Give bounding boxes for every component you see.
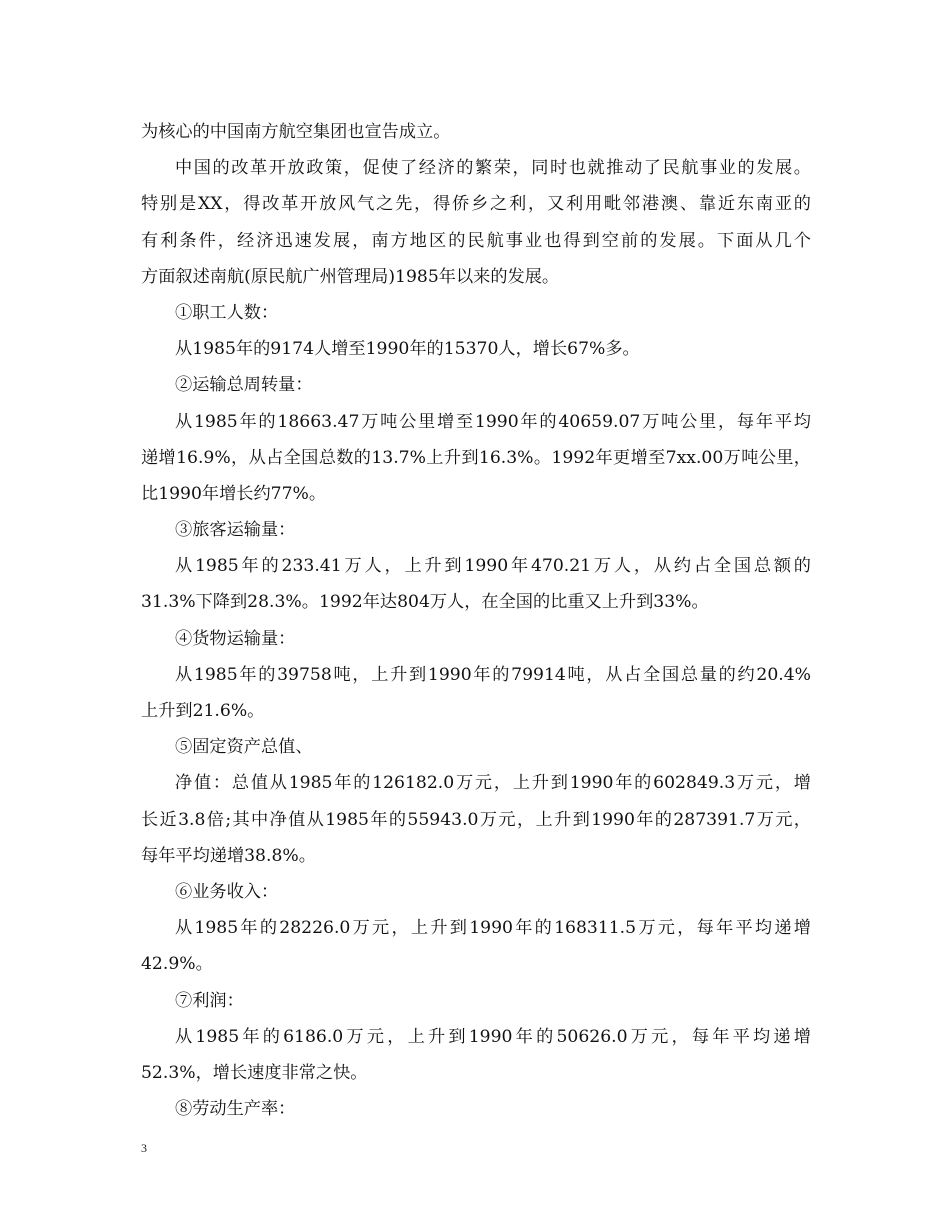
text-line: 42.9%。	[141, 954, 213, 975]
text-line: 每年平均递增38.8%。	[141, 845, 316, 866]
text-line: 从1985年的18663.47万吨公里增至1990年的40659.07万吨公里，每年平均	[175, 411, 811, 432]
page-number: 3	[141, 1141, 147, 1155]
text-line: 31.3%下降到28.3%。1992年达804万人，在全国的比重又上升到33%。	[141, 592, 709, 613]
text-line: 特别是XX，得改革开放风气之先，得侨乡之利，又利用毗邻港澳、靠近东南亚的	[141, 194, 811, 215]
text-line: 递增16.9%，从占全国总数的13.7%上升到16.3%。1992年更增至7xx.00万吨公里，	[141, 447, 811, 468]
text-line: 从1985年的28226.0万元，上升到1990年的168311.5万元，每年平均递增	[175, 918, 811, 939]
text-line: ⑤固定资产总值、	[175, 737, 313, 758]
text-line: ②运输总周转量：	[175, 375, 313, 396]
text-line: ③旅客运输量：	[175, 520, 296, 541]
text-line: ⑧劳动生产率：	[175, 1099, 296, 1120]
text-line: 为核心的中国南方航空集团也宣告成立。	[141, 122, 451, 142]
text-line: 比1990年增长约77%。	[141, 483, 327, 504]
text-line: 中国的改革开放政策，促使了经济的繁荣，同时也就推动了民航事业的发展。	[175, 158, 811, 179]
text-line: 52.3%，增长速度非常之快。	[141, 1062, 368, 1083]
text-line: 长近3.8倍;其中净值从1985年的55943.0万元，上升到1990年的287391.7万元，	[141, 809, 811, 830]
text-line: ⑥业务收入：	[175, 881, 279, 902]
text-line: ④货物运输量：	[175, 628, 296, 649]
text-line: 从1985年的233.41万人，上升到1990年470.21万人，从约占全国总额的	[175, 556, 811, 577]
text-line: 方面叙述南航(原民航广州管理局)1985年以来的发展。	[141, 266, 560, 287]
document-body	[141, 114, 811, 1127]
text-line: ⑦利润：	[175, 990, 244, 1011]
text-line: 从1985年的9174人增至1990年的15370人，增长67%多。	[175, 339, 640, 360]
text-line: 从1985年的39758吨，上升到1990年的79914吨，从占全国总量的约20.4%	[175, 664, 811, 685]
text-line: ①职工人数：	[175, 302, 279, 323]
text-line: 上升到21.6%。	[141, 701, 265, 721]
text-line: 从1985年的6186.0万元，上升到1990年的50626.0万元，每年平均递增	[175, 1026, 811, 1047]
text-line: 有利条件，经济迅速发展，南方地区的民航事业也得到空前的发展。下面从几个	[141, 230, 811, 251]
text-line: 净值：总值从1985年的126182.0万元，上升到1990年的602849.3万元，增	[175, 773, 811, 794]
